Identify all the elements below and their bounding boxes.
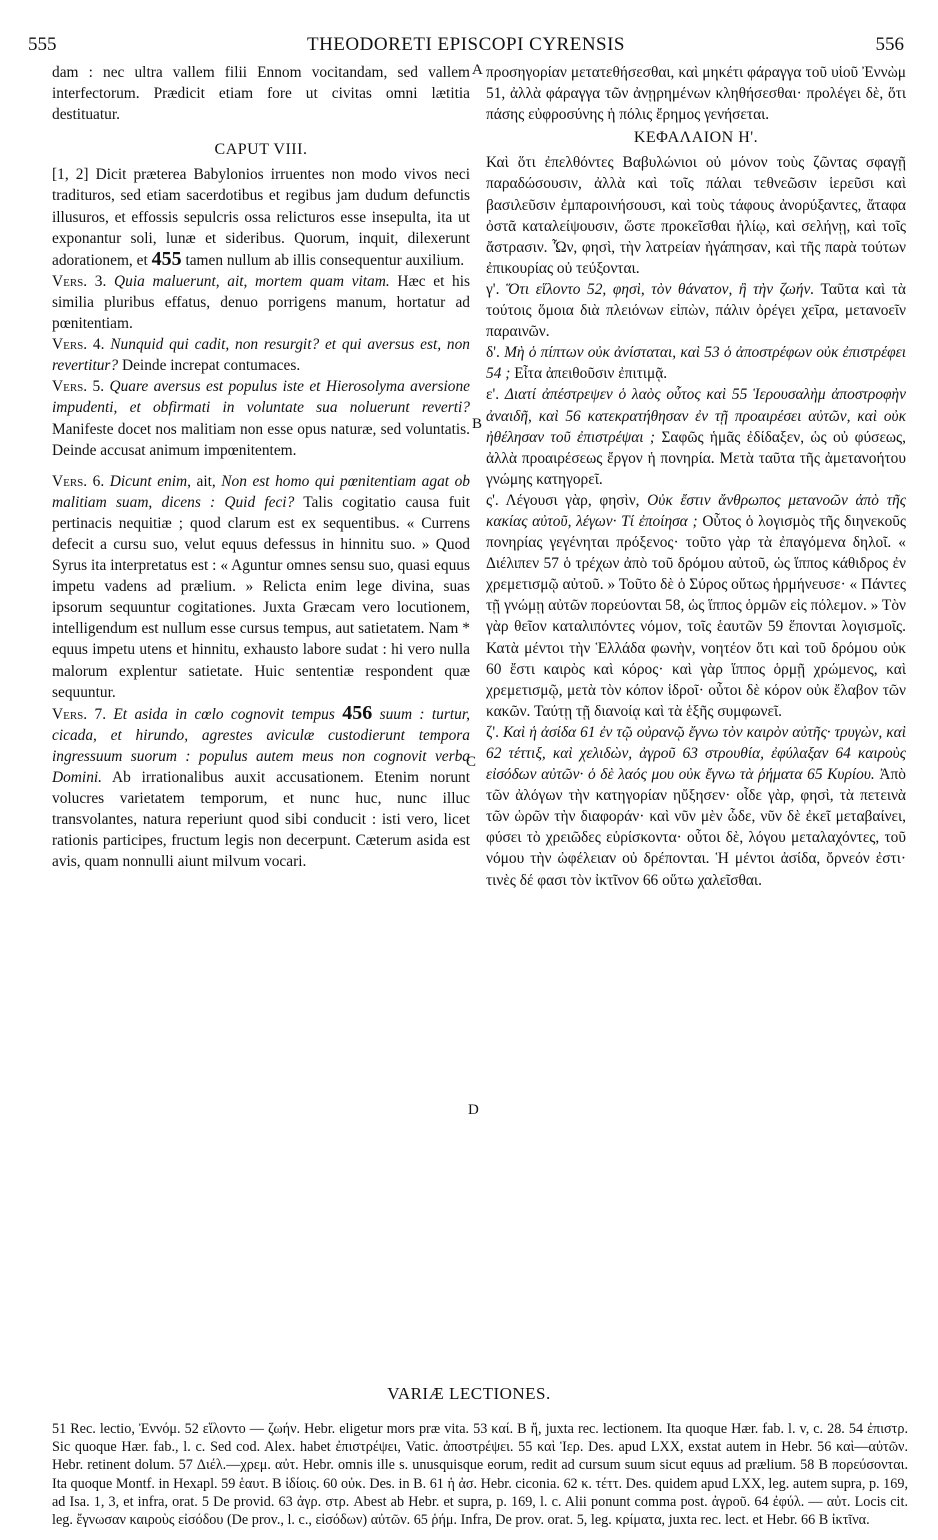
verse-comment: Εἶτα ἀπειθοῦσιν ἐπιτιμᾷ. [514, 365, 668, 383]
greek-verse-7 [486, 722, 906, 891]
verse-label: Vers. 4. [52, 336, 105, 354]
latin-verse-6 [52, 471, 470, 703]
variae-lectiones-heading: VARIÆ LECTIONES. [387, 1384, 551, 1403]
verse-label: ς'. [486, 491, 499, 509]
marginal-page-number: 456 [342, 701, 373, 724]
latin-text: tamen nullum ab illis consequentur auxilium. [185, 251, 465, 269]
greek-verse-6 [486, 490, 906, 722]
verse-quote: Nunquid qui cadit, non resurgit? et qui aversus est, non revertitur? [52, 336, 471, 375]
verse-quote: Μὴ ὁ πίπτων οὐκ ἀνίσταται, καὶ 53 ὁ ἀποστρέφων οὐκ ἐπιστρέφει 54 ; [486, 344, 906, 383]
margin-ref-b: B [472, 416, 483, 432]
latin-paragraph [52, 164, 470, 270]
greek-paragraph: προσηγορίαν μετατεθήσεσθαι, καὶ μηκέτι φάραγγα τοῦ υἱοῦ Ἐννὼμ 51, ἀλλὰ φάραγγα τῶν ἀνῃρημένων κληθήσεσθαι· προλέγει δὲ, ὅτι πάσης εὐφροσύνης ἡ πόλις ἔρημος γενήσεται. [486, 64, 906, 124]
verse-aside: , ait, [187, 472, 216, 490]
verse-quote: Quia maluerunt, ait, mortem quam vitam. [114, 272, 390, 290]
verse-quote: Διατί ἀπέστρεψεν ὁ λαὸς οὗτος καὶ 55 Ἱερουσαλὴμ ἀποστροφὴν ἀναιδῆ, καὶ 56 κατεκρατήθησαν ἐν τῇ προαιρέσει αὐτῶν, καὶ οὐκ ἠθέλησαν τοῦ ἐπιστρέψαι ; [486, 386, 906, 446]
verse-comment: Hæc et his similia pluribus effatus, denuo porrigens manum, hortatur ad pœnitentiam. [52, 272, 471, 333]
greek-verse-5 [486, 384, 906, 489]
margin-ref-c: C [466, 754, 477, 770]
latin-verse-5 [52, 376, 470, 460]
verse-label: Vers. 3. [52, 272, 107, 290]
margin-ref-d: D [468, 1102, 479, 1118]
verse-label: ε'. [486, 386, 500, 404]
verse-label: Vers. 6. [52, 472, 105, 490]
latin-text: [1, 2] Dicit præterea Babylonios irruentes non modo vivos neci tradituros, sed etiam sacerdotibus et regibus jam dudum defunctis illusuros, et effossis sepulcris ossa relicturos esse insepulta, ita ut exponantur soli, lunæ et sideribus. Quorum, inquit, dilexerunt adorationem, et [52, 166, 470, 269]
verse-comment: Οὗτος ὁ λογισμὸς τῆς διηνεκοῦς πονηρίας γεγένηται πρόξενος· τοῦτο γὰρ τὰ ἐπαγόμενα δηλοῖ. « Διέλιπεν 57 ὁ τρέχων ἀπὸ τοῦ δρόμου αὐτοῦ, ὡς ἵππος κάθιδρος ἐν χρεμετισμῷ αὐτοῦ. » Τοῦτο δὲ ὁ Σύρος οὕτως ἡρμήνευσε· « Πάντες τῇ γνώμῃ αὐτῶν πορεύονται 58, ὡς ἵππος ὁρμῶν εἰς πόλεμον. » Τὸν γὰρ θεῖον καταλιπόντες νόμον, τοῖς ἑαυτῶν 59 ἕπονται λογισμοῖς. Κατὰ μέντοι τὴν Ἑλλάδα φωνὴν, νοητέον ὅτι καὶ τοῦ δρόμου οὐκ 60 ἔστι καιρὸς καὶ κόρος· καὶ γὰρ ἵππος ὁρμῇ χρώμενος, καὶ χρεμετισμῷ, μετὰ τὸν κόπον ἱδροῖ· οὗτοι δὲ κόρον οὐκ ἔλαβον τῶν κακῶν. Ταύτῃ τῇ διανοίᾳ καὶ τὰ ἑξῆς συμφωνεῖ. [486, 512, 906, 720]
verse-comment: Ταῦτα καὶ τὰ τούτοις ὅμοια διὰ πλειόνων εἰπὼν, πάλιν ὀρέγει χεῖρα, μετανοεῖν παραινῶν. [486, 280, 906, 341]
page-number-left: 555 [28, 34, 57, 55]
verse-quote: Quare aversus est populus iste et Hierosolyma aversione impudenti, et obfirmati in voluntate sua noluerunt reverti? [52, 378, 470, 417]
marginal-page-number: 455 [151, 247, 182, 270]
verse-quote: Et asida in cœlo cognovit tempus [113, 705, 335, 723]
greek-paragraph: Καὶ ὅτι ἐπελθόντες Βαβυλώνιοι οὐ μόνον τοὺς ζῶντας σφαγῇ παραδώσουσιν, ἀλλὰ καὶ τοῖς πάλαι τεθνεῶσιν ἱερεῦσι καὶ βασιλεῦσιν ἐμπαροινήσουσι, καὶ τοὺς τάφους ἀνορύξαντες, ἄταφα ὀστᾶ καταλείψουσιν, ὥστε προκεῖσθαι ἡλίῳ, καὶ σελήνῃ, καὶ τοῖς ἄστρασιν. Ὧν, φησὶ, τὴν λατρείαν ἠγάπησαν, καὶ τῆς παρὰ τούτων ἐπικουρίας οὐ τεύξονται. [486, 154, 906, 277]
latin-verse-4 [52, 334, 470, 376]
greek-verse-4 [486, 342, 906, 384]
verse-label: ζ'. [486, 723, 499, 741]
margin-ref-a: A [472, 62, 483, 78]
variae-lectiones-notes [52, 1420, 908, 1529]
verse-comment: Σαφῶς ἡμᾶς ἐδίδαξεν, ὡς οὐ φύσεως, ἀλλὰ προαιρέσεως ἔργον ἡ πονηρία. Μετὰ ταῦτα τῆς ἀμετανοήτου γνώμης κατηγορεῖ. [486, 428, 907, 488]
latin-paragraph: dam : nec ultra vallem filii Ennom vocitandam, sed vallem interfectorum. Prædicit etiam fore ut civitas omni lætitia destituatur. [52, 64, 470, 124]
verse-quote: Ὅτι εἵλοντο 52, φησὶ, τὸν θάνατον, ἢ τὴν ζωήν. [506, 280, 815, 298]
verse-label: δ'. [486, 344, 500, 362]
greek-chapter-heading: ΚΕΦΑΛΑΙΟΝ Η'. [633, 129, 759, 147]
verse-quote: Οὐκ ἔστιν ἄνθρωπος μετανοῶν ἀπὸ τῆς κακίας αὐτοῦ, λέγων· Τί ἐποίησα ; [486, 491, 906, 530]
verse-quote: Non est homo qui pœnitentiam agat ob malitiam suam, dicens : Quid feci? [52, 472, 470, 511]
verse-label: Vers. 5. [52, 378, 105, 396]
page-number-right: 556 [875, 34, 904, 55]
verse-quote: Dicunt enim [109, 472, 188, 490]
verse-label: γ'. [486, 280, 500, 298]
latin-verse-7 [52, 703, 470, 873]
verse-comment: Talis cogitatio causa fuit pertinacis nequitiæ ; quod clarum est ex sequentibus. « Currens defecit a cursu suo, velut equus defessus in hinnitu suo. » Quod Syrus ita interpretatus est : « Aguntur omnes sensu suo, quasi equus impetu vadens ad prælium. » Relicta enim lege divina, suas ipsorum sequuntur cogitationes. Juxta Græcam vero locutionem, intelligendum est nullum esse cursus tempus, aut satietatem. Nam * equus impetu utens et hinnitu, exhausto labore sudat : hi vero nulla malorum explentur satietate. Huic sententiæ respondent quæ sequuntur. [52, 493, 470, 701]
verse-label: Vers. 7. [52, 705, 107, 723]
footnote-text: 51 Rec. lectio, Ἐννόμ. 52 εἵλοντο — ζωήν. Hebr. eligetur mors præ vita. 53 καί. B ἤ, juxta rec. lectionem. Ita quoque Hær. fab. l. v, c. 28. 54 ἐπιστρ. Sic quoque Hær. fab., l. c. Sed cod. Alex. habet ἐπιστρέψει, Vatic. ἀποστρέψει. 55 καὶ Ἱερ. Des. apud LXX, exstat autem in Hebr. 56 καὶ—αὐτῶν. Hebr. retinent dolum. 57 Διέλ.—χρεμ. αὐτ. Hebr. omnis ille s. unusquisque eorum, redit ad cursum suum sicut equus ad prælium. 58 B πορεύσονται. Ita quoque Montf. in Hexapl. 59 ἑαυτ. B ἰδίοις. 60 οὐκ. Des. in B. 61 ἡ ἀσ. Hebr. ciconia. 62 κ. τέττ. Des. quidem apud LXX, leg. autem supra, p. 169, ad Isa. 1, 3, et infra, orat. 5 De provid. 63 ἀγρ. στρ. Abest ab Hebr. et supra, p. 169, l. c. Alii ponunt comma post. ἀγροῦ. 64 ἐφύλ. — αὐτ. Locis cit. leg. ἔγνωσαν καιροὺς εἰσόδου (De prov., l. c., εἰσόδων) αὐτῶν. 65 ῥήμ. Infra, De prov. orat. 5, leg. κρίματα, juxta rec. lect. et Hebr. 66 B ἰκτῖνα. [52, 1421, 908, 1529]
greek-verse-3 [486, 279, 906, 342]
verse-quote: Καὶ ἡ ἀσίδα 61 ἐν τῷ οὐρανῷ ἔγνω τὸν καιρὸν αὐτῆς· τρυγὼν, καὶ 62 τέττιξ, καὶ χελιδὼν, ἀγροῦ 63 στρουθία, ἐφύλαξαν 64 καιροὺς εἰσόδων αὐτῶν· ὁ δὲ λαός μου οὐκ ἔγνω τὰ ῥήματα 65 Κυρίου. [486, 723, 907, 784]
verse-aside: Λέγουσι γὰρ, φησὶν, [505, 491, 640, 509]
verse-comment: Deinde increpat contumaces. [121, 357, 301, 375]
verse-quote: suum : turtur, cicada, et hirundo, agrestes aviculæ custodierunt tempora ingressuum suorum : populus autem meus non cognovit verba Domini. [52, 705, 470, 786]
latin-verse-3 [52, 271, 470, 334]
latin-chapter-heading: CAPUT VIII. [214, 141, 308, 159]
verse-comment: Manifeste docet nos malitiam non esse opus naturæ, sed voluntatis. Deinde accusat animum impœnitentem. [52, 420, 470, 459]
verse-comment: Ab irrationalibus auxit accusationem. Etenim norunt volucres varietatem temporum, et nunc huc, nunc illuc transvolantes, natura reperiunt quod sibi conducit : isti vero, licet rationis participes, fructum legis non decerpunt. Cæterum asida est avis, quam nonnulli aiunt milvum vocari. [52, 769, 471, 871]
running-title: THEODORETI EPISCOPI CYRENSIS [306, 34, 626, 55]
page-header [28, 34, 904, 58]
verse-comment: Ἀπὸ τῶν ἀλόγων τὴν κατηγορίαν ηὔξησεν· οἶδε γὰρ, φησὶ, τὰ πετεινὰ τῶν ὡρῶν τὴν διαφοράν· καὶ νῦν μὲν ὧδε, νῦν δὲ ἐκεῖ μεταβαίνει, φύσει τὸ χρειῶδες εὑρίσκοντα· οὗτοι δὲ, λόγου μεταλαχόντες, τοῦ νόμου τὴν ὠφέλειαν οὐ δρέπονται. Ἡ μέντοι ἀσίδα, ὄρνεόν ἐστι· τινὲς δέ φασι τὸν ἰκτῖνον 66 οὕτω χαλεῖσθαι. [486, 766, 906, 889]
greek-column [486, 62, 906, 891]
latin-column [52, 62, 470, 872]
